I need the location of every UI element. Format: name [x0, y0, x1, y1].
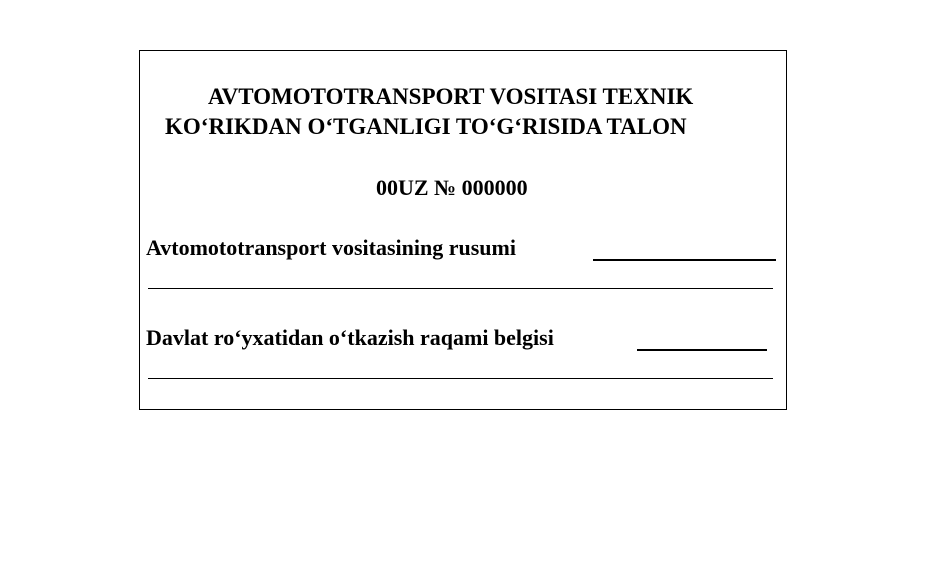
- vehicle-model-continuation-line: [148, 288, 773, 289]
- form-title-line-1: AVTOMOTOTRANSPORT VOSITASI TEXNIK: [208, 84, 694, 109]
- registration-plate-fill-line: [637, 349, 767, 351]
- registration-plate-label: Davlat ro‘yxatidan o‘tkazish raqami belgisi: [146, 325, 554, 350]
- form-title-line-2: KO‘RIKDAN O‘TGANLIGI TO‘G‘RISIDA TALON: [165, 114, 687, 139]
- registration-plate-continuation-line: [148, 378, 773, 379]
- serial-number: 00UZ № 000000: [376, 175, 528, 200]
- vehicle-model-label: Avtomototransport vositasining rusumi: [146, 235, 516, 260]
- inspection-talon-form: [139, 50, 787, 410]
- vehicle-model-fill-line: [593, 259, 776, 261]
